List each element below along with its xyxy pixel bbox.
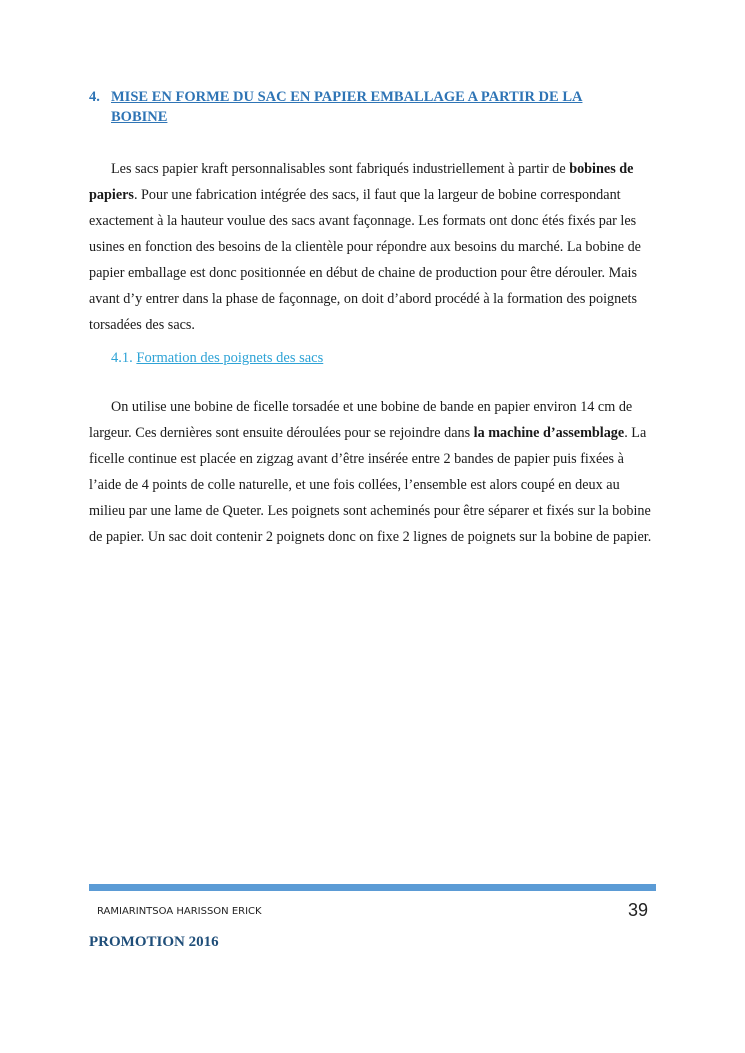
- paragraph-intro: [89, 156, 657, 338]
- paragraph-handles-text-2: . La ficelle continue est placée en zigzag avant d’être insérée entre 2 bandes de papier puis fixées à l’aide de 4 points de colle naturelle, et une fois collées, l’ensemble est alors coupé en deux au milieu par une lame de Queter. Les poignets sont acheminés pour être séparer et fixés sur la bobine de papier. Un sac doit contenir 2 poignets donc on fixe 2 lignes de poignets sur la bobine de papier.: [89, 425, 652, 545]
- paragraph-intro-text-2: . Pour une fabrication intégrée des sacs, il faut que la largeur de bobine correspondant exactement à la hauteur voulue des sacs avant façonnage. Les formats ont donc étés fixés par les usines en fonction des besoins de la clientèle pour répondre aux besoins du marché. La bobine de papier emballage est donc positionnée en début de chaine de production pour être dérouler. Mais avant d’y entrer dans la phase de façonnage, on doit d’abord procédé à la formation des poignets torsadées des sacs.: [89, 187, 641, 333]
- footer-promotion: PROMOTION 2016: [89, 934, 219, 950]
- subsection-heading: [111, 350, 323, 367]
- footer-divider: [89, 884, 656, 891]
- paragraph-handles: [89, 394, 657, 550]
- paragraph-intro-text-1: Les sacs papier kraft personnalisables sont fabriqués industriellement à partir de: [111, 161, 570, 177]
- paragraph-handles-text-1: On utilise une bobine de ficelle torsadée et une bobine de bande en papier environ 14 cm de largeur. Ces dernières sont ensuite déroulées pour se rejoindre dans: [89, 399, 633, 441]
- page-number: 39: [627, 900, 648, 920]
- section-title: MISE EN FORME DU SAC EN PAPIER EMBALLAGE A PARTIR DE LA BOBINE: [111, 89, 583, 125]
- subsection-title: Formation des poignets des sacs: [136, 350, 324, 366]
- footer-author: RAMIARINTSOA HARISSON ERICK: [97, 906, 262, 917]
- paragraph-handles-bold: la machine d’assemblage: [473, 425, 625, 441]
- subsection-number: 4.1.: [111, 350, 133, 366]
- section-number: 4.: [89, 89, 100, 105]
- paragraph-intro-bold: bobines de papiers: [89, 161, 634, 203]
